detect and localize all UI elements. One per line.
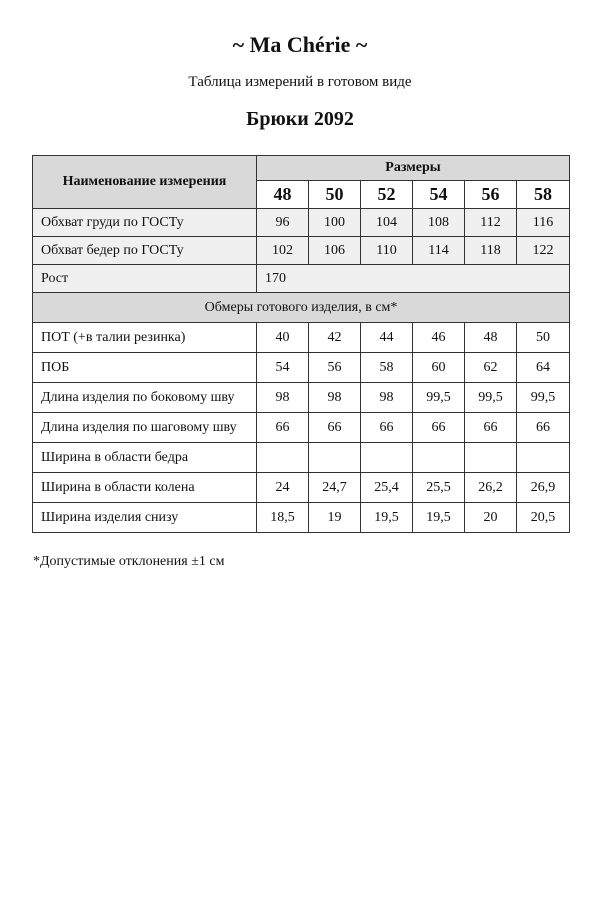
measurement-name-header: Наименование измерения xyxy=(33,156,257,209)
size-header: 50 xyxy=(309,181,361,209)
measurement-value: 98 xyxy=(361,383,413,413)
measurement-value: 99,5 xyxy=(413,383,465,413)
measurement-value: 98 xyxy=(257,383,309,413)
measurement-label: ПОТ (+в талии резинка) xyxy=(33,323,257,353)
measurement-value: 99,5 xyxy=(465,383,517,413)
footnote: *Допустимые отклонения ±1 см xyxy=(33,554,225,569)
product-title: Брюки 2092 xyxy=(246,108,354,130)
section-row xyxy=(33,293,570,323)
measurement-value: 26,9 xyxy=(517,473,570,503)
measurement-value: 118 xyxy=(465,237,517,265)
table-row xyxy=(33,473,570,503)
measurement-label: Рост xyxy=(33,265,257,293)
measurement-value: 25,5 xyxy=(413,473,465,503)
table-row xyxy=(33,353,570,383)
measurement-value: 170 xyxy=(257,265,570,293)
measurement-value: 44 xyxy=(361,323,413,353)
table-row xyxy=(33,265,570,293)
measurement-label: Ширина в области колена xyxy=(33,473,257,503)
measurement-value: 20 xyxy=(465,503,517,533)
size-header: 52 xyxy=(361,181,413,209)
measurement-value: 116 xyxy=(517,209,570,237)
measurement-value: 114 xyxy=(413,237,465,265)
measurement-value: 54 xyxy=(257,353,309,383)
measurement-value: 108 xyxy=(413,209,465,237)
measurement-value: 50 xyxy=(517,323,570,353)
measurement-value: 100 xyxy=(309,209,361,237)
measurement-value: 58 xyxy=(361,353,413,383)
sizes-header: Размеры xyxy=(257,156,570,181)
size-header: 56 xyxy=(465,181,517,209)
measurement-value: 104 xyxy=(361,209,413,237)
measurement-value: 20,5 xyxy=(517,503,570,533)
measurement-value: 66 xyxy=(465,413,517,443)
measurement-table xyxy=(32,155,570,533)
measurement-value: 26,2 xyxy=(465,473,517,503)
measurement-value: 62 xyxy=(465,353,517,383)
measurement-label: Ширина в области бедра xyxy=(33,443,257,473)
measurement-value xyxy=(309,443,361,473)
measurement-value: 66 xyxy=(517,413,570,443)
measurement-value: 56 xyxy=(309,353,361,383)
measurement-value xyxy=(517,443,570,473)
measurement-value: 64 xyxy=(517,353,570,383)
measurement-value: 46 xyxy=(413,323,465,353)
document-subtitle: Таблица измерений в готовом виде xyxy=(188,74,412,90)
measurement-value: 48 xyxy=(465,323,517,353)
measurement-value: 66 xyxy=(413,413,465,443)
measurement-value xyxy=(413,443,465,473)
measurement-label: Длина изделия по боковому шву xyxy=(33,383,257,413)
table-row xyxy=(33,443,570,473)
table-row xyxy=(33,237,570,265)
measurement-value: 18,5 xyxy=(257,503,309,533)
size-header: 58 xyxy=(517,181,570,209)
measurement-value: 19 xyxy=(309,503,361,533)
measurement-value: 19,5 xyxy=(413,503,465,533)
measurement-label: Обхват бедер по ГОСТу xyxy=(33,237,257,265)
size-header: 48 xyxy=(257,181,309,209)
measurement-value: 66 xyxy=(257,413,309,443)
measurement-value: 99,5 xyxy=(517,383,570,413)
measurement-label: Длина изделия по шаговому шву xyxy=(33,413,257,443)
measurement-value: 25,4 xyxy=(361,473,413,503)
measurement-label: Ширина изделия снизу xyxy=(33,503,257,533)
measurement-value: 122 xyxy=(517,237,570,265)
measurement-value: 96 xyxy=(257,209,309,237)
measurement-value: 24 xyxy=(257,473,309,503)
measurement-value: 66 xyxy=(361,413,413,443)
measurement-label: Обхват груди по ГОСТу xyxy=(33,209,257,237)
measurement-value xyxy=(465,443,517,473)
measurement-value: 66 xyxy=(309,413,361,443)
measurement-value: 112 xyxy=(465,209,517,237)
measurement-value xyxy=(257,443,309,473)
table-row xyxy=(33,209,570,237)
brand-title: ~ Ma Chérie ~ xyxy=(232,32,368,57)
table-row xyxy=(33,503,570,533)
table-row xyxy=(33,323,570,353)
measurement-value xyxy=(361,443,413,473)
table-row xyxy=(33,413,570,443)
measurement-value: 98 xyxy=(309,383,361,413)
measurement-value: 42 xyxy=(309,323,361,353)
measurement-value: 60 xyxy=(413,353,465,383)
measurement-value: 102 xyxy=(257,237,309,265)
measurement-value: 106 xyxy=(309,237,361,265)
measurement-value: 24,7 xyxy=(309,473,361,503)
measurement-label: ПОБ xyxy=(33,353,257,383)
measurement-value: 110 xyxy=(361,237,413,265)
section-title: Обмеры готового изделия, в см* xyxy=(33,293,570,323)
table-row xyxy=(33,383,570,413)
measurement-value: 40 xyxy=(257,323,309,353)
size-header: 54 xyxy=(413,181,465,209)
measurement-value: 19,5 xyxy=(361,503,413,533)
